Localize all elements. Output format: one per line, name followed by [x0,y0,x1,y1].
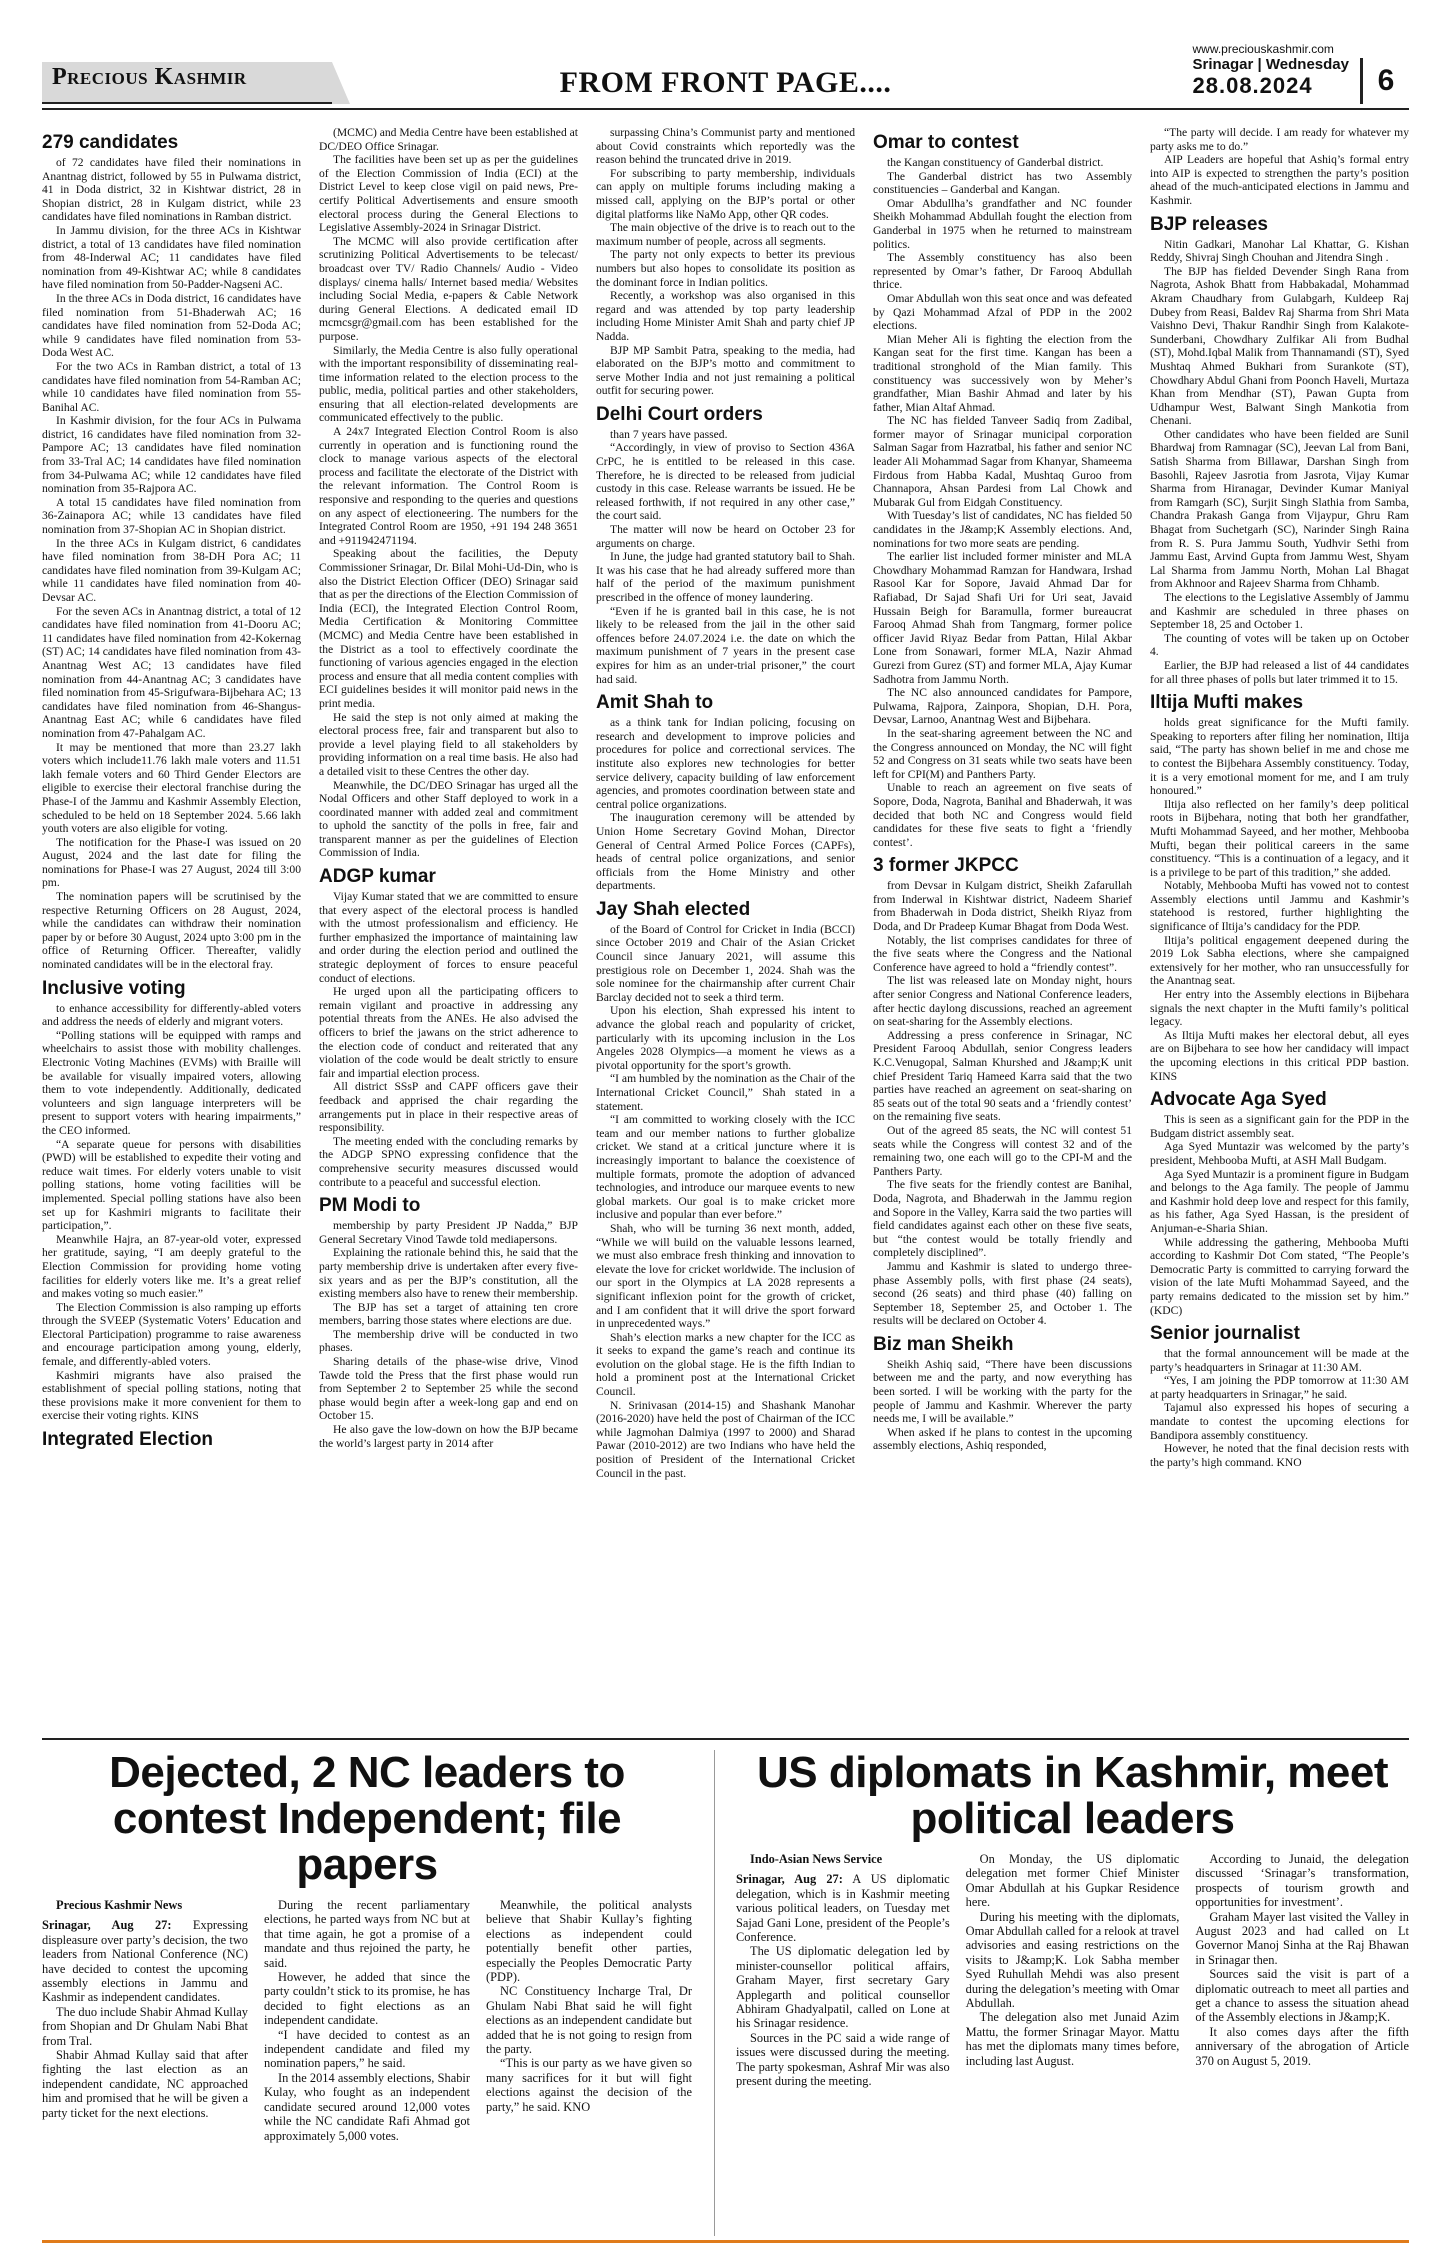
paragraph: Meanwhile Hajra, an 87-year-old voter, expressed her gratitude, saying, “I am deeply grateful to the Election Commission for providing home voting facilities for elderly voters like me. It’s a great relief and makes voting so much easier.” [42,1232,301,1301]
paragraph: On Monday, the US diplomatic delegation met former Chief Minister Omar Abdullah at his Gupkar Residence here. [965,1852,1180,1910]
paragraph: Nitin Gadkari, Manohar Lal Khattar, G. Kishan Reddy, Shivraj Singh Chouhan and Jitendra Singh . [1150,237,1409,265]
paragraph: The elections to the Legislative Assembly of Jammu and Kashmir are scheduled in three phases on September 18, 25 and October 1. [1150,591,1409,632]
paragraph: of 72 candidates have filed their nominations in Anantnag district, followed by 55 in Pulwama district, 41 in Doda district, 32 in Kishtwar district, 28 in Shopian district, 28 in Kulgam district, while 23 candidates have filed nominations in Ramban district. [42,156,301,224]
masthead [42,0,1409,110]
paragraph: In the three ACs in Kulgam district, 6 candidates have filed nomination from 38-DH Pora AC; 11 candidates have filed nomination from 39-Kulgam AC; while 11 candidates have filed nomination from 40-Devsar AC. [42,536,301,604]
paragraph: The five seats for the friendly contest are Banihal, Doda, Nagrota, and Bhaderwah in the Jammu region and Sopore in the Valley, Karra said the two parties will field candidates against each other on these five seats, but “the contest would be totally friendly and completely disciplined”. [873,1178,1132,1260]
jump-columns [42,126,1409,1730]
paragraph: The inauguration ceremony will be attended by Union Home Secretary Govind Mohan, Director General of Central Armed Police Forces (CAPFs), heads of central police organizations, and senior officials from the Home Ministry and other departments. [596,811,855,893]
story-body [736,1852,1409,2089]
paragraph: BJP MP Sambit Patra, speaking to the media, had elaborated on the BJP’s motto and commitment to serve Mother India and not just remaining a political outfit for securing power. [596,343,855,398]
story-headline: US diplomats in Kashmir, meet political leaders [757,1750,1388,1843]
paragraph: Upon his election, Shah expressed his intent to advance the global reach and popularity of cricket, particularly with its upcoming inclusion in the Los Angeles 2028 Olympics—a moment he views as a pivotal opportunity for the sport’s growth. [596,1004,855,1072]
column-3 [596,126,855,1730]
paragraph: Graham Mayer last visited the Valley in August 2023 and had called on Lt Governor Manoj Sinha at the Raj Bhawan in Srinagar then. [1195,1909,1409,1967]
paragraph: The duo include Shabir Ahmad Kullay from Shopian and Dr Ghulam Nabi Bhat from Tral. [42,2004,248,2048]
paragraph: “I am committed to working closely with the ICC team and our member nations to further globalize cricket. We stand at a critical juncture where it is increasingly important to balance the coexistence of multiple formats, promote the adoption of advanced technologies, and introduce our marquee events to new global markets. Our goal is to make cricket more inclusive and popular than ever before.” [596,1113,855,1222]
paragraph: Sheikh Ashiq said, “There have been discussions between me and the party, and now everything has been sorted. I will be working with the party for the people of Jammu and Kashmir. Wherever the party needs me, I will be available.” [873,1357,1132,1426]
paragraph: He also gave the low-down on how the BJP became the world’s largest party in 2014 after [319,1423,578,1450]
story-nc-leaders [42,1750,692,2236]
story-heading: Inclusive voting [42,977,186,999]
paragraph: Tajamul also expressed his hopes of securing a mandate to contest the upcoming elections for Bandipora assembly constituency. [1150,1401,1409,1442]
paragraph: A 24x7 Integrated Election Control Room is also currently in operation and is functioning round the clock to manage various aspects of the electoral process and facilitate the electorate of the District with the relevant information. The Control Room is responsive and responding to the queries and questions on any aspect of electioneering. The numbers for the Integrated Control Room are 1950, +91 194 248 3651 and +911942471194. [319,425,578,547]
lead-text: A US diplomatic delegation, which is in Kashmir meeting various political leaders, on Tuesday met Sajad Gani Lone, president of the People’s Conference. [736,1872,950,1945]
paragraph: Meanwhile, the political analysts believe that Shabir Kullay’s fighting elections as independent could potentially benefit other parties, especially the Peoples Democratic Party (PDP). [486,1898,692,1985]
paragraph: “Accordingly, in view of proviso to Section 436A CrPC, he is entitled to be released in this case. Therefore, he is directed to be released from judicial custody in this case. Release warrants be issued. He be released forthwith, if not required in any other case,” the court said. [596,441,855,523]
paragraph: The nomination papers will be scrutinised by the respective Returning Officers on 28 August, 2024, while the candidates can withdraw their nomination paper by or before 30 August, 2024 upto 3:00 pm in the office of Returning Officer. Thereafter, validly nominated candidates will be in the electoral fray. [42,890,301,972]
paragraph: Omar Abdullah won this seat once and was defeated by Qazi Mohammad Afzal of PDP in the 2002 elections. [873,291,1132,333]
dateline [1193,42,1350,99]
paragraph: For the two ACs in Ramban district, a total of 13 candidates have filed nomination from 54-Ramban AC; while 10 candidates have filed nomination from 55-Banihal AC. [42,359,301,414]
paragraph: Aga Syed Muntazir is a prominent figure in Budgam and belongs to the Aga family. The people of Jammu and Kashmir hold deep love and respect for this family, as his father, Aga Syed Hassan, is the president of Anjuman-e-Sharia Shian. [1150,1167,1409,1235]
paragraph: Sources in the PC said a wide range of issues were discussed during the meeting. The party spokesman, Ashraf Mir was also present during the meeting. [736,2030,950,2089]
byline: Indo-Asian News Service [750,1852,883,1866]
paragraph: However, he added that since the party couldn’t stick to its promise, he has decided to fight elections as an independent candidate. [264,1970,470,2028]
paragraph: The BJP has set a target of attaining ten crore members, barring those states where elections are due. [319,1300,578,1328]
paragraph: The NC also announced candidates for Pampore, Pulwama, Rajpora, Zainpora, Shopian, D.H. Pora, Devsar, Larnoo, Anantnag West and Bijbehara. [873,686,1132,727]
paragraph: Similarly, the Media Centre is also fully operational with the important responsibility of disseminating real-time information related to the election process to the public, media, political parties and other stakeholders, ensuring that all election-related developments are communicated effectively to the public. [319,343,578,425]
story-heading: Iltija Mufti makes [1150,692,1304,714]
story-heading: Amit Shah to [596,692,714,714]
paragraph: In the three ACs in Doda district, 16 candidates have filed nomination from 51-Bhaderwah AC; 16 candidates have filed nomination from 52-Doda AC; while 9 candidates have filed nomination from 53-Doda West AC. [42,291,301,360]
story-separator [714,1750,715,2236]
paragraph: Iltija’s political engagement deepened during the 2019 Lok Sabha elections, where she campaigned extensively for her mother, who ran unsuccessfully for the Anantnag seat. [1150,933,1409,988]
story-heading: 3 former JKPCC [873,855,1019,877]
column-2 [319,126,578,1730]
paragraph: The counting of votes will be taken up on October 4. [1150,631,1409,659]
story-heading: ADGP kumar [319,866,436,888]
city: Srinagar [1192,56,1254,73]
paragraph: This is seen as a significant gain for the PDP in the Budgam district assembly seat. [1150,1113,1409,1140]
paragraph: The US diplomatic delegation led by minister-counsellor political affairs, Graham Mayer, first secretary Gary Applegarth and political counsellor Abhiram Ghadyalpatil, called on Lone at his Srinagar residence. [736,1944,950,2031]
paragraph: The notification for the Phase-I was issued on 20 August, 2024 and the last date for filing the nominations for Phase-I was 27 August, 2024 till 3:00 pm. [42,835,301,890]
paragraph: During his meeting with the diplomats, Omar Abdullah called for a relook at travel advisories and easing restrictions on the visits to J&amp;K. Lok Sabha member Syed Ruhullah Mehdi was also present during the delegation’s meeting with Omar Abdullah. [965,1909,1180,2011]
paragraph: Omar Abdullha’s grandfather and NC founder Sheikh Mohammad Abdullah fought the election from Ganderbal in 1975 when he returned to mainstream politics. [873,196,1132,251]
paragraph: For the seven ACs in Anantnag district, a total of 12 candidates have filed nomination from 41-Dooru AC; 11 candidates have filed nomination from 42-Kokernag (ST) AC; 14 candidates have filed nomination from 43-Anantnag West AC; 13 candidates have filed nomination from 44-Anantnag AC; 3 candidates have filed nomination from 45-Srigufwara-Bijbehara AC; 13 candidates have filed nomination from 46-Shangus-Anantnag East AC; while 6 candidates have filed nomination from 47-Pahalgam AC. [42,604,301,740]
story-body [42,1898,692,2143]
paragraph: Vijay Kumar stated that we are committed to ensure that every aspect of the electoral process is handled with the utmost professionalism and efficiency. He further emphasized the importance of maintaining law and order during the election period and outlined the strategic deployment of forces to ensure peaceful conduct of elections. [319,890,578,985]
paragraph: Meanwhile, the DC/DEO Srinagar has urged all the Nodal Officers and other Staff deployed to work in a coordinated manner with added zeal and commitment to uphold the sanctity of the polls in free, fair and transparent manner as per the guidelines of Election Commission of India. [319,778,578,860]
paragraph: According to Junaid, the delegation discussed ‘Srinagar’s transformation, prospects of tourism growth and opportunities for investment’. [1195,1852,1409,1910]
lead-paragraph [736,1872,950,1944]
paragraph: Recently, a workshop was also organised in this regard and was attended by top party leadership including Home Minister Amit Shah and party chief JP Nadda. [596,289,855,343]
dateline-place: Srinagar, Aug 27: [42,1918,172,1933]
paragraph: that the formal announcement will be made at the party’s headquarters in Srinagar at 11:30 AM. [1150,1347,1409,1374]
paragraph: The Election Commission is also ramping up efforts through the SVEEP (Systematic Voters’ Education and Electoral Participation) programme to raise awareness and encourage participation among young, elderly, female, and differently-abled voters. [42,1300,301,1369]
story-heading: Jay Shah elected [596,898,751,920]
paragraph: Sources said the visit is part of a diplomatic outreach to meet all parties and get a chance to assess the situation ahead of the Assembly elections in J&amp;K. [1195,1967,1409,2025]
story-heading: Delhi Court orders [596,403,763,425]
paragraph: Explaining the rationale behind this, he said that the party membership drive is undertaken after every five-six years and as per the BJP’s constitution, all the existing members also have to renew their membership. [319,1246,578,1301]
paragraph: In the seat-sharing agreement between the NC and the Congress announced on Monday, the NC will fight 52 and Congress on 31 seats while two seats have been left for CPI(M) and Panthers Party. [873,726,1132,781]
story-heading: Senior journalist [1150,1323,1300,1345]
paragraph: to enhance accessibility for differently-abled voters and address the needs of elderly and migrant voters. [42,1001,301,1029]
paragraph: NC Constituency Incharge Tral, Dr Ghulam Nabi Bhat said he will fight elections as an independent candidate but added that he is not going to resign from the party. [486,1984,692,2057]
weekday: Wednesday [1265,56,1349,73]
paragraph: The MCMC will also provide certification after scrutinizing Political Advertisements to be telecast/ broadcast over TV/ Radio Channels/ Audio - Video displays/ cinema halls/ Internet based media/ Websites including Social Media, e-papers & Cable Network during General Elections. A dedicated email ID mcmcsgr@gmail.com has been established for the purpose. [319,234,578,343]
paragraph: surpassing China’s Communist party and mentioned about Covid constraints which reportedly was the reason behind the truncated drive in 2019. [596,126,855,167]
city-day: Srinagar | Wednesday [1192,56,1349,73]
paragraph: The facilities have been set up as per the guidelines of the Election Commission of India (ECI) at the District Level to keep close vigil on paid news, Pre-certify Political Advertisements and ensure smooth electoral process during the General Elections to Legislative Assembly-2024 in Srinagar District. [319,153,578,235]
paragraph: The meeting ended with the concluding remarks by the ADGP SPNO expressing confidence that the comprehensive security measures discussed would contribute to a peaceful and successful election. [319,1134,578,1189]
paragraph: Earlier, the BJP had released a list of 44 candidates for all three phases of polls but later trimmed it to 15. [1150,658,1409,686]
brand-name: Precious Kashmir [52,64,247,90]
paragraph: In June, the judge had granted statutory bail to Shah. It was his case that he had already suffered more than half of the period of the maximum punishment prescribed in the offence of money laundering. [596,550,855,604]
paragraph: In Kashmir division, for the four ACs in Pulwama district, 16 candidates have filed nomination from 32-Pampore AC; 13 candidates have filed nomination from 33-Tral AC; 14 candidates have filed nomination from 34-Pulwama AC; while 12 candidates have filed nomination from 35-Rajpora AC. [42,414,301,496]
paragraph: The list was released late on Monday night, hours after senior Congress and National Conference leaders, after hectic daylong discussions, reached an agreement on seat-sharing for the Assembly elections. [873,974,1132,1029]
paragraph: “This is our party as we have given so many sacrifices for it but will fight elections against the decision of the party,” he said. KNO [486,2056,692,2114]
paragraph: as a think tank for Indian policing, focusing on research and development to improve policies and procedures for police and correctional services. The institute also explores new technologies for better service delivery, capacity building of law enforcement agencies, and promotes coordination between state and central police organizations. [596,716,855,811]
story-us-diplomats [736,1750,1409,2236]
lead-text: Expressing displeasure over party’s decision, the two leaders from National Conference (NC) have decided to contest the upcoming assembly elections in Jammu and Kashmir as independent candidates. [42,1918,248,2005]
page-number: 6 [1360,58,1409,104]
footer-rule [42,2240,1409,2243]
paragraph: The earlier list included former minister and MLA Chowdhary Mohammad Ramzan for Handwara, Irshad Rasool Kar for Sopore, Javaid Ahmad Dar for Rafiabad, Dr Sajad Shafi Uri for Uri seat, Javaid Hussain Beigh for Baramulla, former bureaucrat Farooq Ahmad Shah from Tangmarg, former police officer Javid Riyaz Bedar from Pattan, Hilal Akbar Lone from Sonawari, former MLA, Nazir Ahmad Gurezi from Gurez (ST) and former MLA, Ajay Kumar Sadhotra from Jammu North. [873,550,1132,686]
paragraph: Mian Meher Ali is fighting the election from the Kangan seat for the first time. Kangan has been a traditional stronghold of the Mian family. This constituency was successively won by Meher’s grandfather, Mian Bashir Ahmad and later by his father, Mian Altaf Ahmad. [873,332,1132,414]
paragraph: “A separate queue for persons with disabilities (PWD) will be established to expedite their voting and reduce wait times. For elderly voters unable to visit polling stations, home voting facilities will be implemented. Special polling stations have also been set up for Kashmiri migrants to facilitate their participation,”. [42,1137,301,1233]
paragraph: Out of the agreed 85 seats, the NC will contest 51 seats while the Congress will contest 32 and of the remaining two, one each will go to the CPI-M and the Panthers Party. [873,1123,1132,1178]
story-heading: 279 candidates [42,132,179,153]
paragraph: However, he noted that the final decision rests with the party’s high command. KNO [1150,1442,1409,1469]
paragraph: “I have decided to contest as an independent candidate and filed my nomination papers,” he said. [264,2027,470,2071]
paragraph: All district SSsP and CAPF officers gave their feedback and apprised the chair regarding the arrangements put in place in their respective areas of responsibility. [319,1080,578,1135]
story-heading: Biz man Sheikh [873,1333,1014,1355]
paragraph: The NC has fielded Tanveer Sadiq from Zadibal, former mayor of Srinagar municipal corporation Salman Sagar from Hazratbal, his father and senior NC leader Ali Mohammad Sagar from Khanyar, Shameema Firdous from Habba Kadal, Mushtaq Guroo from Channapora, Ahsan Pardesi from Lal Chowk and Mubarak Gul from Eidgah Constituency. [873,414,1132,509]
paragraph: The Assembly constituency has also been represented by Omar’s father, Dr Farooq Abdullah thrice. [873,251,1132,292]
dateline-place: Srinagar, Aug 27: [736,1872,843,1887]
paragraph: It may be mentioned that more than 23.27 lakh voters which include11.76 lakh male voters and 11.51 lakh female voters and 60 Third Gender Electors are eligible to exercise their electoral franchise during the Phase-I of the Jammu and Kashmir Assembly Election, scheduled to be held on 18 September 2024. 5.66 lakh youth voters are also eligible for voting. [42,740,301,836]
paragraph: Shabir Ahmad Kullay said that after fighting the last election as an independent candidate, NC approached him and promised that he will be given a party ticket for the next elections. [42,2048,248,2120]
section-divider [42,1738,1409,1740]
paragraph: A total 15 candidates have filed nomination from 36-Zainapora AC; while 13 candidates have filed nomination from 37-Shopian AC in Shopian district. [42,495,301,537]
paragraph: Other candidates who have been fielded are Sunil Bhardwaj from Ramnagar (SC), Jeevan Lal from Bani, Satish Sharma from Billawar, Darshan Singh from Basohli, Rajeev Jasrotia from Jasrota, Vijay Kumar Sharma from Hiranagar, Devinder Kumar Maniyal from Ramgarh (SC), Surjit Singh Slathia from Samba, Chandra Prakash Ganga from Vijaypur, Ghru Ram Bhagat from Suchetgarh (SC), Narinder Singh Raina from R. S. Pura Jammu South, Yudhvir Sethi from Jammu East, Arvind Gupta from Jammu West, Shyam Lal Sharma from Jammu North, Mohan Lal Bhagat from Akhnoor and Rajeev Sharma from Chhamb. [1150,427,1409,591]
paragraph: The membership drive will be conducted in two phases. [319,1327,578,1355]
website: www.preciouskashmir.com [1192,42,1334,56]
paragraph: “Polling stations will be equipped with ramps and wheelchairs to assist those with mobility challenges. Electronic Voting Machines (EVMs) with Braille will be available for visually impaired voters, allowing them to vote independently. Additionally, dedicated volunteers and sign language interpreters will be present to support voters with hearing impairments,” the CEO informed. [42,1028,301,1137]
paragraph: AIP Leaders are hopeful that Ashiq’s formal entry into AIP is expected to strengthen the party’s position ahead of the much-anticipated elections in Jammu and Kashmir. [1150,153,1409,207]
paragraph: N. Srinivasan (2014-15) and Shashank Manohar (2016-2020) have held the post of Chairman of the ICC while Jagmohan Dalmiya (1997 to 2000) and Sharad Pawar (2010-2012) are two Indians who have held the position of President of the International Cricket Council in the past. [596,1398,855,1480]
paragraph: “Even if he is granted bail in this case, he is not likely to be released from the jail in the other said offences before 24.07.2024 i.e. the date on which the maximum punishment of 7 years in the present case expires for him as an under-trial prisoner,” the court had said. [596,604,855,686]
paragraph: Shah, who will be turning 36 next month, added, “While we will build on the valuable lessons learned, we must also embrace fresh thinking and innovation to elevate the love for cricket worldwide. The inclusion of our sport in the Olympics at LA 2028 represents a significant inflexion point for the growth of cricket, and I am confident that it will drive the sport forward in unprecedented ways.” [596,1221,855,1331]
column-1 [42,126,301,1730]
paragraph: Notably, the list comprises candidates for three of the five seats where the Congress and the National Conference have agreed to hold a “friendly contest”. [873,933,1132,974]
paragraph: holds great significance for the Mufti family. Speaking to reporters after filing her nomination, Iltija said, “The party has shown belief in me and chose me to contest the Bijbehara Assembly constituency. Today, it is a very emotional moment for me, and I am truly honoured.” [1150,716,1409,798]
paragraph: The Ganderbal district has two Assembly constituencies – Ganderbal and Kangan. [873,169,1132,197]
paragraph: He said the step is not only aimed at making the electoral process free, fair and transparent but also to provide a level playing field to all stakeholders by providing information on a real time basis. He also had a detailed visit to these Centres the other day. [319,710,578,778]
story-headline: Dejected, 2 NC leaders to contest Independent; file papers [109,1750,625,1889]
paragraph: “The party will decide. I am ready for whatever my party asks me to do.” [1150,126,1409,153]
lead-paragraph [42,1918,248,2004]
story-heading: Integrated Election [42,1429,214,1451]
column-5 [1150,126,1409,1730]
paragraph: With Tuesday’s list of candidates, NC has fielded 50 candidates in the J&amp;K Assembly elections. And, nominations for two more seats are pending. [873,509,1132,550]
paragraph: During the recent parliamentary elections, he parted ways from NC but at that time again, he got a promise of a mandate and thus rejoined the party, he said. [264,1898,470,1970]
paragraph: (MCMC) and Media Centre have been established at DC/DEO Office Srinagar. [319,126,578,153]
paragraph: of the Board of Control for Cricket in India (BCCI) since October 2019 and Chair of the Asian Cricket Council since January 2021, will assume this prestigious role on December 1, 2024. Shah was the sole nominee for the chairmanship after current Chair Barclay decided not to seek a third term. [596,922,855,1004]
paragraph: Her entry into the Assembly elections in Bijbehara signals the next chapter in the Mufti family’s political legacy. [1150,988,1409,1029]
column-4 [873,126,1132,1730]
paragraph: While addressing the gathering, Mehbooba Mufti according to Kashmir Dot Com stated, “The People’s Democratic Party is committed to carrying forward the vision of the late Mufti Mohammad Sayeed, and the party remains dedicated to the mission set by him.” (KDC) [1150,1235,1409,1317]
paragraph: “I am humbled by the nomination as the Chair of the International Cricket Council,” Shah stated in a statement. [596,1072,855,1113]
paragraph: The matter will now be heard on October 23 for arguments on charge. [596,523,855,550]
paragraph: Unable to reach an agreement on five seats of Sopore, Doda, Nagrota, Banihal and Bhaderwah, it was decided that both NC and Congress would field candidates for these five seats to fight a ‘friendly contest’. [873,781,1132,849]
paragraph: Aga Syed Muntazir was welcomed by the party’s president, Mehbooba Mufti, at ASH Mall Budgam. [1150,1140,1409,1167]
paragraph: Kashmiri migrants have also praised the establishment of special polling stations, noting that these provisions make it more convenient for them to exercise their voting rights. KINS [42,1368,301,1423]
paragraph: In Jammu division, for the three ACs in Kishtwar district, a total of 13 candidates have filed nomination from 48-Inderwal AC; 11 candidates have filed nomination from 49-Kishtwar AC; while 8 candidates have filed nomination from 50-Padder-Nagseni AC. [42,223,301,292]
paragraph: As Iltija Mufti makes her electoral debut, all eyes are on Bijbehara to see how her candidacy will impact the upcoming elections in this critical PDP bastion. KINS [1150,1028,1409,1083]
paragraph: “Yes, I am joining the PDP tomorrow at 11:30 AM at party headquarters in Srinagar,” he said. [1150,1374,1409,1401]
story-heading: PM Modi to [319,1195,421,1217]
paragraph: The main objective of the drive is to reach out to the maximum number of people, across all segments. [596,221,855,248]
paragraph: Notably, Mehbooba Mufti has vowed not to contest Assembly elections until Jammu and Kashmir’s statehood is restored, further highlighting the significance of Iltija’s candidacy for the PDP. [1150,879,1409,934]
paragraph: In the 2014 assembly elections, Shabir Kulay, who fought as an independent candidate secured around 12,000 votes while the NC candidate Rafi Ahmad got approximately 5,000 votes. [264,2070,470,2143]
paragraph: When asked if he plans to contest in the upcoming assembly elections, Ashiq responded, [873,1425,1132,1453]
paragraph: Shah’s election marks a new chapter for the ICC as it seeks to expand the game’s reach and continue its evolution on the global stage. He is the fifth Indian to hold a prominent post at the International Cricket Council. [596,1330,855,1399]
issue-date: 28.08.2024 [1192,73,1313,98]
paragraph: from Devsar in Kulgam district, Sheikh Zafarullah from Inderwal in Kishtwar district, Nadeem Sharief from Bhaderwah in Doda district, Sheikh Riyaz from Doda, and Dr Pradeep Kumar Bhagat from Doda West. [873,879,1132,934]
story-heading: Advocate Aga Syed [1150,1089,1327,1111]
paragraph: than 7 years have passed. [610,427,728,441]
paragraph: It also comes days after the fifth anniversary of the abrogation of Article 370 on August 5, 2019. [1195,2024,1409,2068]
story-heading: BJP releases [1150,213,1268,235]
paragraph: membership by party President JP Nadda,” BJP General Secretary Vinod Tawde told mediapersons. [319,1219,578,1246]
paragraph: Jammu and Kashmir is slated to undergo three-phase Assembly polls, with first phase (24 seats), second (26 seats) and third phase (40) falling on September 18, September 25, and October 1. The results will be declared on October 4. [873,1259,1132,1328]
paragraph: He urged upon all the participating officers to remain vigilant and proactive in addressing any potential threats from the ANEs. He also advised the officers to brief the jawans on the strict adherence to the election code of conduct and reiterated that any violation of the code would be dealt strictly to ensure fair and impartial election process. [319,985,578,1080]
paragraph: the Kangan constituency of Ganderbal district. [887,156,1104,169]
section-title: FROM FRONT PAGE.... [559,66,892,99]
paragraph: The delegation also met Junaid Azim Mattu, the former Srinagar Mayor. Mattu has met the diplomats many times before, including last August. [965,2010,1180,2068]
paragraph: Speaking about the facilities, the Deputy Commissioner Srinagar, Dr. Bilal Mohi-Ud-Din, who is also the District Election Officer (DEO) Srinagar said that as per the directions of the Election Commission of India (ECI), the Integrated Election Control Room, Media Certification & Monitoring Committee (MCMC) and Media Centre have been established in the District as a tool to effectively coordinate the functioning of various agencies engaged in the election process and ensure that all media content complies with ECI guidelines besides it will monitor paid news in the print media. [319,547,578,710]
paragraph: The BJP has fielded Devender Singh Rana from Nagrota, Ashok Bhatt from Habbakadal, Mohammad Akram Chaudhary from Gulabgarh, Kuldeep Raj Dubey from Reasi, Baldev Raj Sharma from Shri Mata Vaishno Devi, Thakur Randhir Singh from Kalakote-Sunderbani, Chowdhary Zulfikar Ali from Budhal (ST), Mohd.Iqbal Malik from Thannamandi (ST), Syed Mushtaq Ahmed Bukhari from Surankote (ST), Chowdhary Abdul Ghani from Poonch Haveli, Murtaza Khan from Mendhar (ST), Pawan Gupta from Udhampur West, Balwant Singh Mankotia from Chenani. [1150,264,1409,428]
paragraph: Iltija also reflected on her family’s deep political roots in Bijbehara, noting that both her grandfather, Mufti Mohammad Sayeed, and her mother, Mehbooba Mufti, began their political careers in the same constituency. “This is a continuation of a legacy, and it is a privilege to be part of this tradition,” she added. [1150,797,1409,879]
paragraph: Addressing a press conference in Srinagar, NC President Farooq Abdullah, senior Congress leaders K.C.Venugopal, Salman Khurshed and J&amp;K unit chief President Tariq Hameed Karra said that the two parties have reached an agreement on seat-sharing on 85 seats out of the total 90 seats and a ‘friendly contest’ on the remaining five seats. [873,1028,1132,1124]
paragraph: For subscribing to party membership, individuals can apply on multiple forums including making a missed call, applying on the BJP’s portal or other digital platforms like NaMo App, other QR codes. [596,166,855,221]
paragraph: Sharing details of the phase-wise drive, Vinod Tawde told the Press that the first phase would run from September 2 to September 25 while the second phase would begin after a week-long gap and end on October 15. [319,1355,578,1423]
byline: Precious Kashmir News [56,1898,183,1912]
paragraph: The party not only expects to better its previous numbers but also hopes to consolidate its position as the dominant force in Indian politics. [596,248,855,289]
story-heading: Omar to contest [873,132,1019,153]
